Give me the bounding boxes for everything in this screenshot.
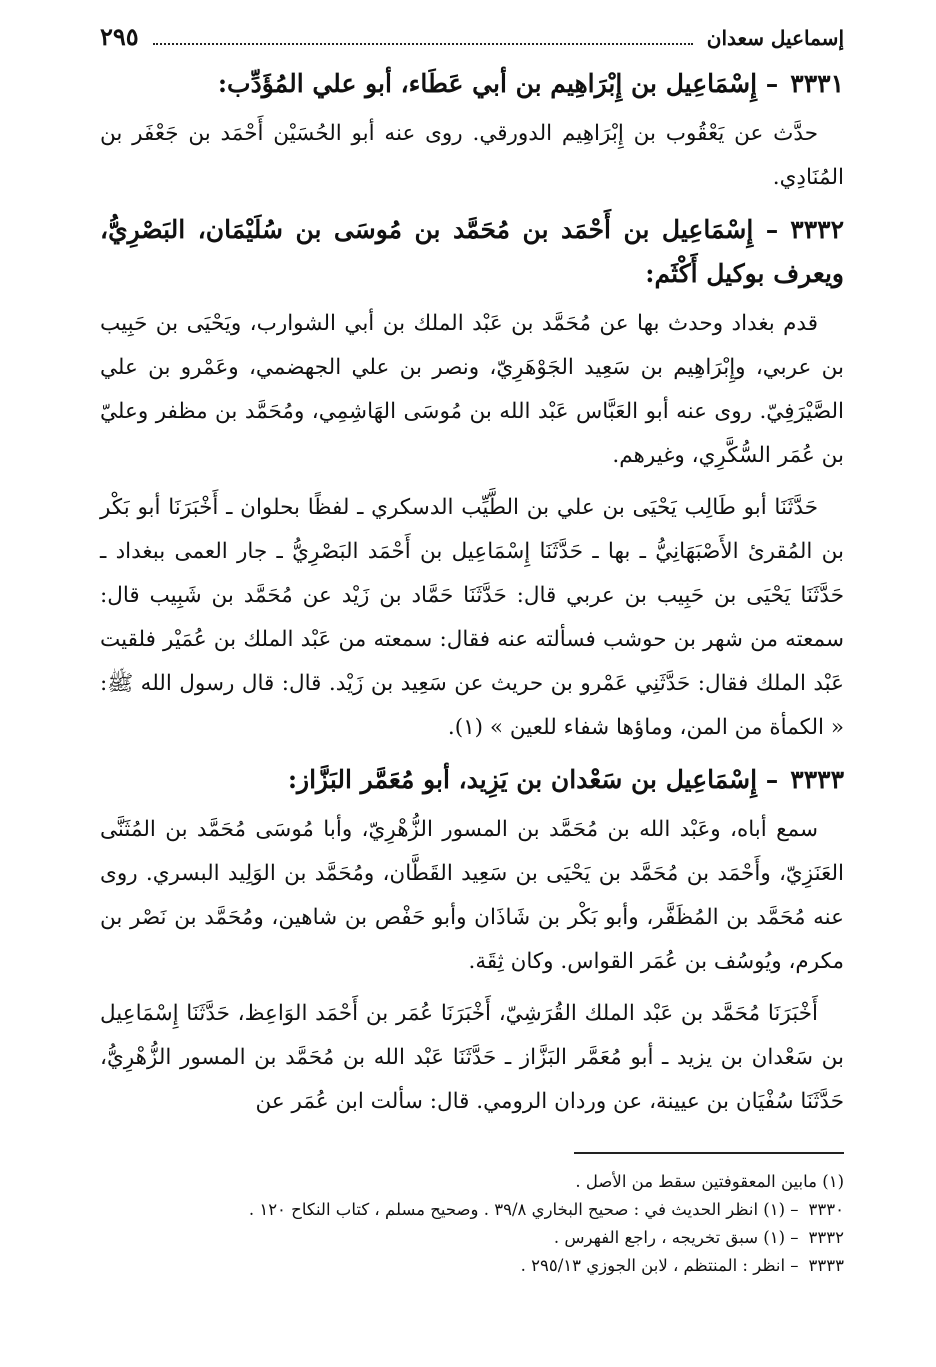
leader-dots: [153, 43, 693, 45]
page-number: ٢٩٥: [100, 22, 139, 51]
footnote-text: (١) مابين المعقوفتين سقط من الأصل .: [575, 1172, 844, 1191]
entry-paragraph: قدم بغداد وحدث بها عن مُحَمَّد بن عَبْد الملك بن أبي الشوارب، ويَحْيَى بن حَبِيب بن عربي، وإِبْرَاهِيم بن سَعِيد الجَوْهَرِيّ، ونصر بن علي الجهضمي، وعَمْرو بن علي الصَّيْرَفِيّ. روى عنه أبو العَبَّاس عَبْد الله بن مُوسَى الهَاشِمِي، ومُحَمَّد بن مظفر وعليّ بن عُمَر السُّكَّرِي، وغيرهم.: [100, 311, 844, 468]
footnote-id: ٣٣٣٠: [808, 1200, 844, 1219]
entry-paragraph: سمع أباه، وعَبْد الله بن مُحَمَّد بن المسور الزُّهْرِيّ، وأبا مُوسَى مُحَمَّد بن المُثَنَّى العَنَزِيّ، وأَحْمَد بن مُحَمَّد بن يَحْيَى بن سَعِيد القَطَّان، ومُحَمَّد بن الوَلِيد البسري. روى عنه مُحَمَّد بن المُظَفَّر، وأبو بَكْر بن شَاذَان وأبو حَفْص بن شاهين، ومُحَمَّد بن نَصْر بن مكرم، ويُوسُف بن عُمَر القواس. وكان ثِقَة.: [100, 817, 844, 974]
running-head-title: إسماعيل سعدان: [706, 26, 844, 50]
entry-paragraph: أَخْبَرَنَا مُحَمَّد بن عَبْد الملك القُرَشِيّ، أَخْبَرَنَا عُمَر بن أَحْمَد الوَاعِظ، حَدَّثَنَا إِسْمَاعِيل بن سَعْدان بن يزيد ـ أبو مُعَمَّر البَزَّاز ـ حَدَّثَنَا عَبْد الله بن مُحَمَّد بن المسور الزُّهْرِيُّ، حَدَّثَنَا سُفْيَان بن عيينة، عن وردان الرومي. قال: سألت ابن عُمَر عن: [100, 1001, 844, 1114]
footnote-text: – (١) سبق تخريجه ، راجع الفهرس .: [553, 1228, 799, 1247]
footnote-id: ٣٣٣٢: [808, 1228, 844, 1247]
entry-paragraph: حَدَّثَنَا أبو طَالِب يَحْيَى بن علي بن الطَّيِّب الدسكري ـ لفظًا بحلوان ـ أَخْبَرَنَا أبو بَكْر بن المُقرئ الأَصْبَهَانِيُّ ـ بها ـ حَدَّثَنَا إِسْمَاعِيل بن أَحْمَد البَصْرِيُّ ـ جار العمى ببغداد ـ حَدَّثَنَا يَحْيَى بن حَبِيب بن عربي قال: حَدَّثَنَا حَمَّاد بن زَيْد عن مُحَمَّد بن شَبِيب قال: سمعته من شهر بن حوشب فسألته عنه فقال: سمعته من عَبْد الملك بن عُمَيْر فلقيت عَبْد الملك فقال: حَدَّثَنِي عَمْرو بن حريث عن سَعِيد بن زَيْد. قال: قال رسول الله ﷺ: « الكمأة من المن، وماؤها شفاء للعين » (١).: [100, 495, 844, 740]
entry-number: ٣٣٣٣: [790, 765, 844, 794]
footnote-text: – (١) انظر الحديث في : صحيح البخاري ٣٩/٨ . وصحيح مسلم ، كتاب النكاح ١٢٠ .: [248, 1200, 799, 1219]
footnote: [100, 1168, 844, 1196]
entry-number: ٣٣٣١: [790, 69, 844, 98]
entry-heading-text: – إِسْمَاعِيل بن إِبْرَاهِيم بن أبي عَطَاء، أبو علي المُؤَدِّب:: [217, 69, 779, 98]
entry-heading: [100, 758, 844, 802]
footnote-text: – انظر : المنتظم ، لابن الجوزي ٢٩٥/١٣ .: [520, 1256, 799, 1275]
footnote-divider: [574, 1152, 844, 1154]
footnote-id: ٣٣٣٣: [808, 1256, 844, 1275]
footnote: [100, 1224, 844, 1252]
entry-number: ٣٣٣٢: [790, 215, 844, 244]
footnote: [100, 1252, 844, 1280]
entry-heading-text: – إِسْمَاعِيل بن أَحْمَد بن مُحَمَّد بن مُوسَى بن سُلَيْمَان، البَصْرِيُّ، ويعرف بوكيل أَكْثَم:: [100, 215, 844, 288]
entry-heading: [100, 62, 844, 106]
entry-heading-text: – إِسْمَاعِيل بن سَعْدان بن يَزِيد، أبو مُعَمَّر البَزَّاز:: [287, 765, 779, 794]
running-head: [100, 22, 844, 56]
footnote: [100, 1196, 844, 1224]
entry-heading: [100, 208, 844, 296]
entry-paragraph: حدَّث عن يَعْقُوب بن إِبْرَاهِيم الدورقي. روى عنه أبو الحُسَيْن أَحْمَد بن جَعْفَر بن المُنَادِي.: [100, 121, 844, 190]
